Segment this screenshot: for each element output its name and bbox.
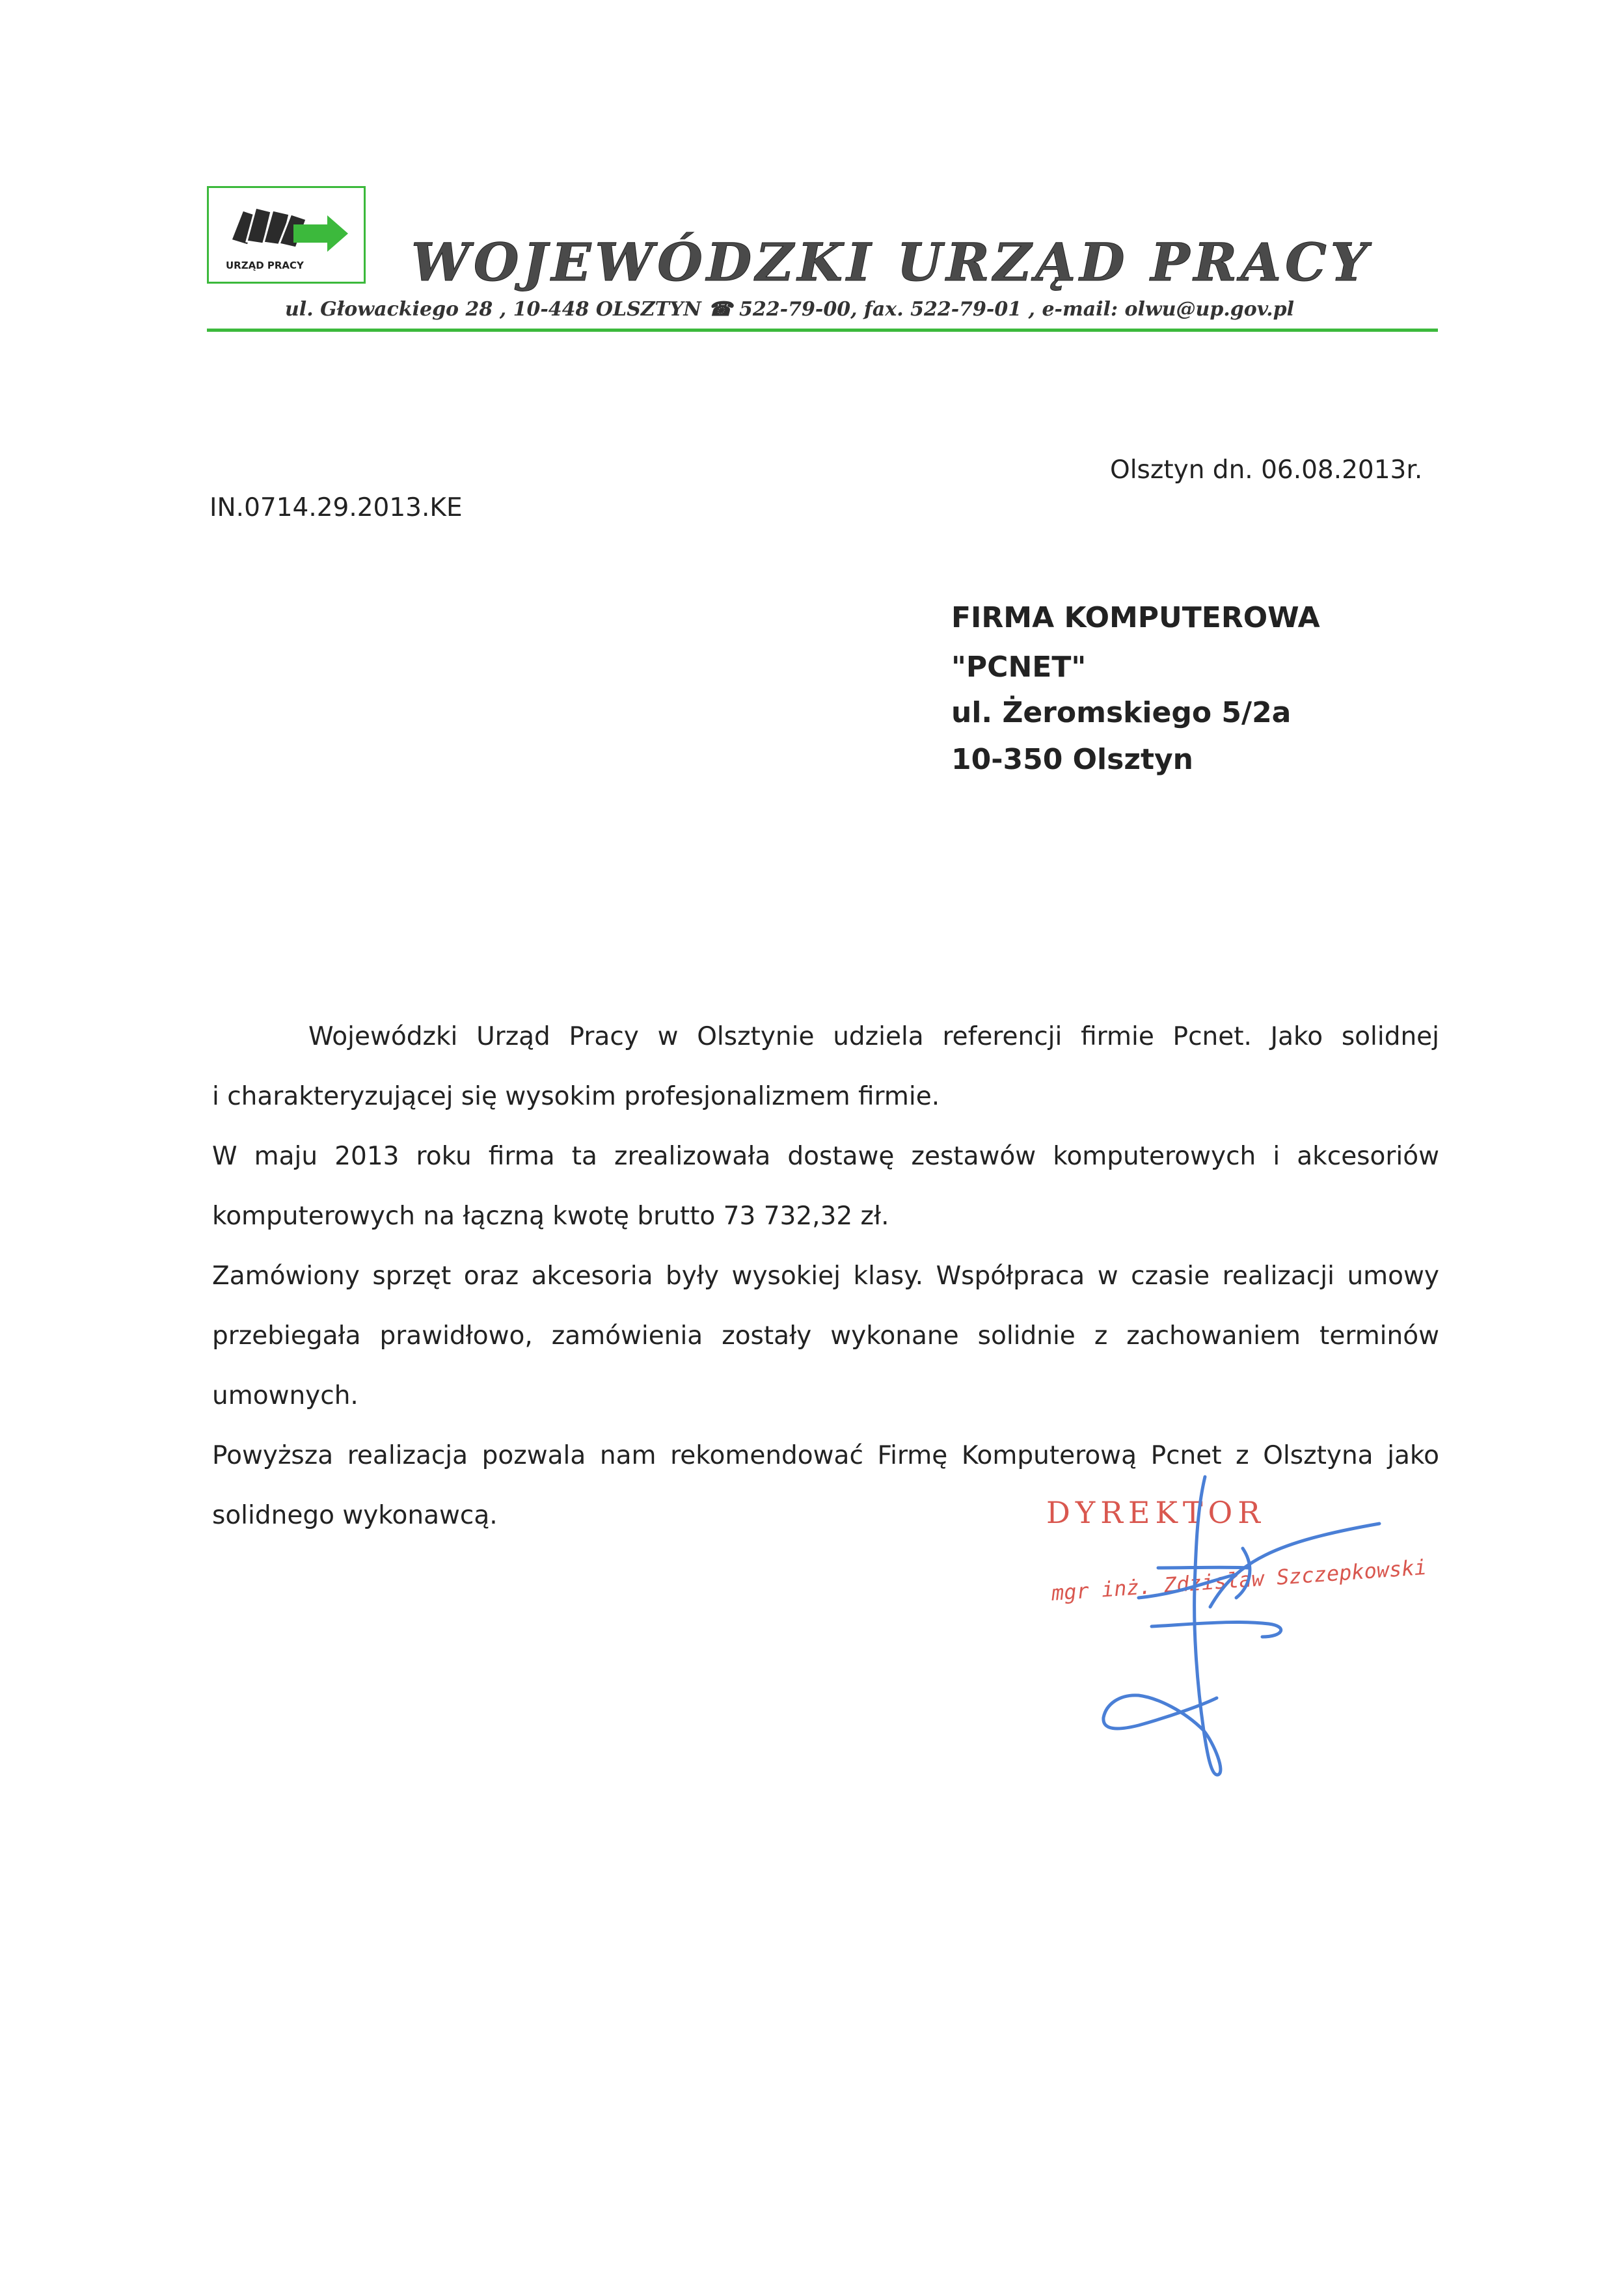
body-line: przebiegała prawidłowo, zamówienia zostały wykonane solidnie z zachowaniem terminów (212, 1321, 1439, 1351)
header-divider (207, 329, 1438, 332)
body-line: solidnego wykonawcą. (212, 1501, 498, 1530)
body-line: komputerowych na łączną kwotę brutto 73 732,32 zł. (212, 1202, 889, 1231)
body-line: umownych. (212, 1381, 359, 1410)
body-line: i charakteryzującej się wysokim profesjonalizmem firmie. (212, 1082, 940, 1111)
recipient-city: 10-350 Olsztyn (951, 743, 1193, 776)
recipient-street: ul. Żeromskiego 5/2a (951, 696, 1292, 729)
stamp-title: DYREKTOR (1046, 1495, 1265, 1530)
logo (207, 186, 366, 284)
reference-number: IN.0714.29.2013.KE (210, 493, 463, 522)
letter-body (212, 1007, 1439, 1546)
handwritten-signature (1041, 1470, 1405, 1783)
organization-address: ul. Głowackiego 28 , 10-448 OLSZTYN ☎ 522-79-00, fax. 522-79-01 , e-mail: olwu@up.gov.pl (285, 298, 1294, 321)
recipient-brand: "PCNET" (951, 651, 1087, 684)
body-line: Powyższa realizacja pozwala nam rekomendować Firmę Komputerową Pcnet z Olsztyna jako (212, 1441, 1439, 1470)
recipient-company: FIRMA KOMPUTEROWA (951, 601, 1320, 634)
date-line: Olsztyn dn. 06.08.2013r. (1110, 455, 1423, 485)
body-line: W maju 2013 roku firma ta zrealizowała dostawę zestawów komputerowych i akcesoriów (212, 1142, 1439, 1171)
body-line: Zamówiony sprzęt oraz akcesoria były wysokiej klasy. Współpraca w czasie realizacji umowy (212, 1261, 1439, 1291)
body-line: Wojewódzki Urząd Pracy w Olsztynie udziela referencji firmie Pcnet. Jako solidnej (308, 1022, 1439, 1051)
stamp-name: mgr inż. Zdzisław Szczepkowski (1050, 1554, 1428, 1606)
logo-label: URZĄD PRACY (226, 260, 304, 271)
organization-name: WOJEWÓDZKI URZĄD PRACY (411, 232, 1372, 293)
